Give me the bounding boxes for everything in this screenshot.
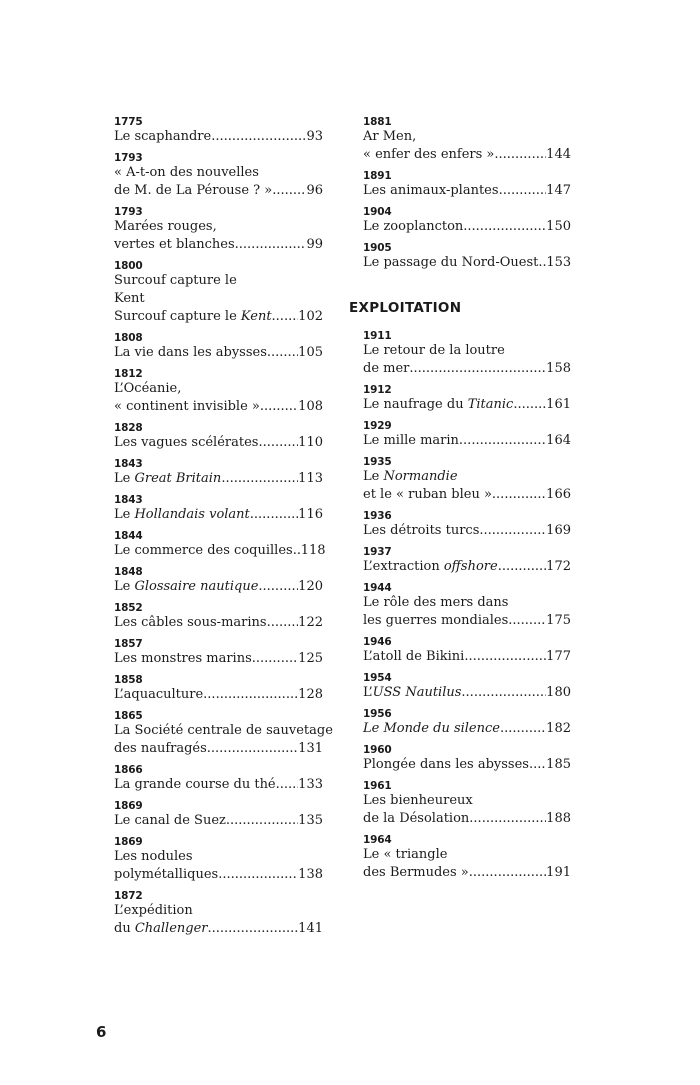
leader-dots: [252, 650, 298, 668]
entry-title-line: [114, 506, 323, 524]
entry-year: 1881: [363, 116, 392, 128]
entry-title-line: Kent: [114, 291, 145, 306]
toc-entry: [363, 170, 571, 200]
entry-page-number: 120: [298, 579, 323, 594]
entry-title-prefix: Le: [114, 471, 135, 486]
leader-dots: [203, 686, 298, 704]
entry-title-line: [363, 218, 571, 236]
entry-title-prefix: L’extraction: [363, 559, 444, 574]
entry-title-text: de M. de La Pérouse ? »: [114, 183, 273, 198]
entry-title-text: Le mille marin: [363, 433, 459, 448]
entry-title-text: les guerres mondiales: [363, 613, 509, 628]
entry-page-number: 188: [546, 811, 571, 826]
entry-title-line: [114, 812, 323, 830]
entry-title-italic: Glossaire nautique: [134, 579, 259, 594]
toc-entry: [114, 638, 323, 668]
toc-entry: [363, 672, 571, 702]
entry-title-prefix: L’: [363, 685, 373, 700]
entry-title-text: L’aquaculture: [114, 687, 204, 702]
entry-year: 1937: [363, 546, 392, 558]
entry-title-line: « A-t-on des nouvelles: [114, 165, 259, 180]
entry-title-prefix: Le: [114, 579, 135, 594]
entry-title-text: « enfer des enfers »: [363, 147, 495, 162]
entry-year: 1843: [114, 458, 143, 470]
leader-dots: [494, 146, 546, 164]
toc-entry: [114, 206, 323, 254]
leader-dots: [267, 614, 299, 632]
entry-title-line: Le retour de la loutre: [363, 343, 505, 358]
toc-entry: [114, 530, 326, 560]
toc-entry: [114, 764, 323, 794]
entry-page-number: 93: [306, 129, 323, 144]
leader-dots: [267, 344, 298, 362]
entry-title-text: Le zooplancton: [363, 219, 464, 234]
toc-entry: [114, 890, 323, 938]
entry-year: 1936: [363, 510, 392, 522]
entry-title-italic: Titanic: [467, 397, 514, 412]
toc-entry: [363, 510, 571, 540]
leader-dots: [293, 542, 301, 560]
entry-page-number: 133: [298, 777, 323, 792]
entry-title-line: [363, 360, 571, 378]
entry-year: 1848: [114, 566, 143, 578]
entry-title-italic: Le Monde du silence: [363, 721, 500, 736]
entry-year: 1872: [114, 890, 143, 902]
toc-entry: [363, 206, 571, 236]
entry-page-number: 113: [298, 471, 323, 486]
entry-year: 1865: [114, 710, 143, 722]
entry-title-line: [114, 614, 323, 632]
entry-title-line: [114, 434, 323, 452]
entry-page-number: 169: [546, 523, 571, 538]
entry-title-line: La Société centrale de sauvetage: [114, 723, 333, 738]
entry-title-line: [363, 756, 571, 774]
toc-entry: [114, 368, 323, 416]
entry-page-number: 99: [306, 237, 323, 252]
leader-dots: [218, 866, 298, 884]
toc-entry: [363, 708, 571, 738]
entry-title-text: [114, 506, 250, 524]
leader-dots: [464, 648, 546, 666]
leader-dots: [258, 578, 298, 596]
entry-title-text: des naufragés: [114, 741, 207, 756]
entry-page-number: 141: [298, 921, 323, 936]
toc-entry: [363, 834, 571, 882]
leader-dots: [260, 398, 298, 416]
entry-year: 1775: [114, 116, 143, 128]
entry-page-number: 177: [546, 649, 571, 664]
entry-title-text: Les monstres marins: [114, 651, 252, 666]
toc-right-top-list: [363, 116, 571, 272]
entry-page-number: 164: [546, 433, 571, 448]
entry-page-number: 125: [298, 651, 323, 666]
entry-title-italic: Kent: [240, 309, 272, 324]
leader-dots: [272, 308, 299, 326]
entry-page-number: 144: [546, 147, 571, 162]
entry-title-text: des Bermudes »: [363, 865, 469, 880]
entry-title-line: Surcouf capture le: [114, 273, 237, 288]
entry-year: 1904: [363, 206, 392, 218]
entry-year: 1964: [363, 834, 392, 846]
entry-title-text: Le passage du Nord-Ouest: [363, 255, 539, 270]
entry-page-number: 191: [546, 865, 571, 880]
leader-dots: [479, 522, 546, 540]
entry-year: 1911: [363, 330, 392, 342]
entry-title-line: [114, 686, 323, 704]
toc-entry: [363, 420, 571, 450]
entry-title-line: [114, 128, 323, 146]
entry-title-line: Marées rouges,: [114, 219, 217, 234]
entry-title-text: Les câbles sous-marins: [114, 615, 267, 630]
leader-dots: [529, 756, 546, 774]
leader-dots: [207, 740, 298, 758]
toc-entry: [363, 116, 571, 164]
leader-dots: [250, 506, 298, 524]
toc-entry: [363, 456, 571, 504]
entry-title-line: [363, 396, 571, 414]
toc-entry: [363, 744, 571, 774]
entry-title-prefix: Le naufrage du: [363, 397, 468, 412]
entry-year: 1828: [114, 422, 143, 434]
entry-page-number: 108: [298, 399, 323, 414]
entry-title-prefix: du: [114, 921, 135, 936]
entry-page-number: 138: [298, 867, 323, 882]
entry-year: 1956: [363, 708, 392, 720]
entry-title-line: [363, 182, 571, 200]
entry-year: 1866: [114, 764, 143, 776]
entry-title-text: La grande course du thé: [114, 777, 276, 792]
entry-title-italic: Normandie: [383, 469, 458, 484]
entry-title-line: [114, 344, 323, 362]
entry-title-line: [363, 864, 571, 882]
toc-right-column: [349, 116, 572, 882]
leader-dots: [235, 236, 307, 254]
entry-title-text: Les détroits turcs: [363, 523, 480, 538]
toc-entry: [114, 458, 323, 488]
entry-year: 1944: [363, 582, 392, 594]
entry-year: 1793: [114, 206, 143, 218]
entry-title-text: Le commerce des coquilles: [114, 543, 293, 558]
entry-title-italic: Great Britain: [134, 471, 222, 486]
entry-year: 1843: [114, 494, 143, 506]
entry-page-number: 185: [546, 757, 571, 772]
entry-page-number: 161: [546, 397, 571, 412]
entry-title-text: [363, 396, 513, 414]
entry-title-line: [114, 866, 323, 884]
leader-dots: [409, 360, 546, 378]
entry-title-line: [114, 182, 323, 200]
entry-title-line: [114, 740, 323, 758]
toc-entry: [114, 422, 323, 452]
entry-title-text: [114, 470, 221, 488]
toc-entry: [363, 546, 571, 576]
entry-title-text: de mer: [363, 361, 410, 376]
entry-title-text: L’atoll de Bikini: [363, 649, 465, 664]
entry-title-text: [114, 308, 272, 326]
entry-title-line: [114, 776, 323, 794]
entry-year: 1793: [114, 152, 143, 164]
entry-title-italic: USS Nautilus: [372, 685, 462, 700]
leader-dots: [469, 810, 546, 828]
leader-dots: [461, 684, 546, 702]
entry-year: 1935: [363, 456, 392, 468]
toc-entry: [114, 152, 323, 200]
toc-entry: [363, 384, 571, 414]
entry-title-prefix: Le: [114, 507, 135, 522]
entry-title-line: Ar Men,: [363, 129, 417, 144]
entry-title-text: Les vagues scélérates: [114, 435, 259, 450]
entry-title-line: [363, 254, 571, 272]
entry-title-text: de la Désolation: [363, 811, 470, 826]
entry-page-number: 135: [298, 813, 323, 828]
leader-dots: [221, 470, 298, 488]
leader-dots: [499, 182, 547, 200]
section-title: EXPLOITATION: [349, 300, 462, 316]
entry-title-text: Plongée dans les abysses: [363, 757, 529, 772]
leader-dots: [226, 812, 298, 830]
entry-title-text: [363, 558, 498, 576]
toc-entry: [114, 800, 323, 830]
entry-title-line: [114, 236, 323, 254]
toc-entry: [363, 242, 571, 272]
entry-page-number: 96: [306, 183, 323, 198]
toc-entry: [114, 674, 323, 704]
entry-title-line: [114, 920, 323, 938]
entry-title-line: [114, 470, 323, 488]
toc-entry: [114, 260, 323, 326]
entry-page-number: 172: [546, 559, 571, 574]
entry-page-number: 150: [546, 219, 571, 234]
entry-page-number: 118: [300, 543, 326, 558]
entry-page-number: 128: [298, 687, 323, 702]
leader-dots: [258, 434, 298, 452]
leader-dots: [276, 776, 299, 794]
toc-entry: [114, 494, 323, 524]
entry-title-line: [363, 648, 571, 666]
leader-dots: [500, 720, 546, 738]
entry-title-line: [114, 542, 326, 560]
entry-title-line: [363, 486, 571, 504]
toc-entry: [363, 330, 571, 378]
entry-title-italic: Challenger: [134, 921, 208, 936]
toc-entry: [114, 566, 323, 596]
entry-year: 1808: [114, 332, 143, 344]
entry-year: 1800: [114, 260, 143, 272]
entry-title-line: Le « triangle: [363, 847, 448, 862]
page-number: 6: [96, 1023, 107, 1041]
toc-left-column: [114, 116, 333, 938]
entry-title-line: Les nodules: [114, 849, 193, 864]
entry-title-line: [363, 720, 571, 738]
entry-title-text: vertes et blanches: [114, 237, 235, 252]
entry-title-italic: offshore: [443, 559, 498, 574]
entry-page-number: 158: [546, 361, 571, 376]
entry-page-number: 105: [298, 345, 323, 360]
entry-title-line: [363, 684, 571, 702]
toc-entry: [363, 780, 571, 828]
leader-dots: [498, 558, 546, 576]
entry-page-number: 182: [546, 721, 571, 736]
entry-title-italic: Hollandais volant: [134, 507, 250, 522]
entry-page-number: 175: [546, 613, 571, 628]
entry-year: 1869: [114, 836, 143, 848]
entry-year: 1946: [363, 636, 392, 648]
leader-dots: [463, 218, 546, 236]
entry-title-line: L’expédition: [114, 903, 193, 918]
entry-title-text: Le: [363, 469, 384, 484]
toc-entry: [114, 332, 323, 362]
entry-year: 1812: [114, 368, 143, 380]
entry-title-line: [114, 398, 323, 416]
entry-year: 1858: [114, 674, 143, 686]
entry-title-text: Les animaux-plantes: [363, 183, 499, 198]
entry-title-text: Le canal de Suez: [114, 813, 226, 828]
entry-year: 1844: [114, 530, 143, 542]
leader-dots: [272, 182, 306, 200]
entry-title-text: [363, 684, 461, 702]
entry-year: 1891: [363, 170, 392, 182]
entry-year: 1912: [363, 384, 392, 396]
toc-entry: [363, 636, 571, 666]
entry-title-text: et le « ruban bleu »: [363, 487, 492, 502]
entry-title-line: [363, 612, 571, 630]
toc-entry: [114, 116, 323, 146]
entry-page-number: 131: [298, 741, 323, 756]
entry-title-text: [114, 578, 258, 596]
entry-title-text: [114, 920, 208, 938]
leader-dots: [513, 396, 546, 414]
entry-title-line: [363, 810, 571, 828]
entry-title-text: « continent invisible »: [114, 399, 260, 414]
entry-title-line: [114, 308, 323, 326]
entry-title-line: [114, 650, 323, 668]
entry-title-line: L’Océanie,: [114, 381, 182, 396]
entry-year: 1961: [363, 780, 392, 792]
leader-dots: [459, 432, 546, 450]
entry-year: 1852: [114, 602, 143, 614]
entry-title-prefix: Surcouf capture le: [114, 309, 241, 324]
toc-section-list: [363, 330, 571, 882]
entry-title-line: [363, 432, 571, 450]
entry-year: 1960: [363, 744, 392, 756]
leader-dots: [492, 486, 546, 504]
leader-dots: [211, 128, 306, 146]
entry-title-text: Le scaphandre: [114, 129, 212, 144]
entry-title-text: polymétalliques: [114, 867, 219, 882]
toc-entry: [114, 710, 333, 758]
leader-dots: [208, 920, 299, 938]
entry-year: 1905: [363, 242, 392, 254]
leader-dots: [538, 254, 546, 272]
leader-dots: [469, 864, 546, 882]
entry-title-line: Les bienheureux: [363, 793, 473, 808]
entry-page-number: 180: [546, 685, 571, 700]
entry-year: 1869: [114, 800, 143, 812]
entry-page-number: 166: [546, 487, 571, 502]
entry-year: 1929: [363, 420, 392, 432]
entry-title-line: Le rôle des mers dans: [363, 595, 509, 610]
entry-page-number: 116: [298, 507, 323, 522]
entry-year: 1857: [114, 638, 143, 650]
entry-page-number: 122: [298, 615, 323, 630]
entry-title-line: [363, 146, 571, 164]
entry-page-number: 147: [546, 183, 571, 198]
entry-title-text: La vie dans les abysses: [114, 345, 267, 360]
entry-title-line: [363, 558, 571, 576]
entry-year: 1954: [363, 672, 392, 684]
entry-page-number: 153: [546, 255, 572, 270]
entry-title-line: [363, 522, 571, 540]
entry-title-line: [363, 468, 571, 486]
entry-page-number: 102: [298, 309, 323, 324]
toc-entry: [114, 836, 323, 884]
entry-title-text: [363, 720, 500, 738]
toc-entry: [363, 582, 571, 630]
entry-title-line: [114, 578, 323, 596]
toc-entry: [114, 602, 323, 632]
entry-page-number: 110: [298, 435, 323, 450]
leader-dots: [508, 612, 546, 630]
